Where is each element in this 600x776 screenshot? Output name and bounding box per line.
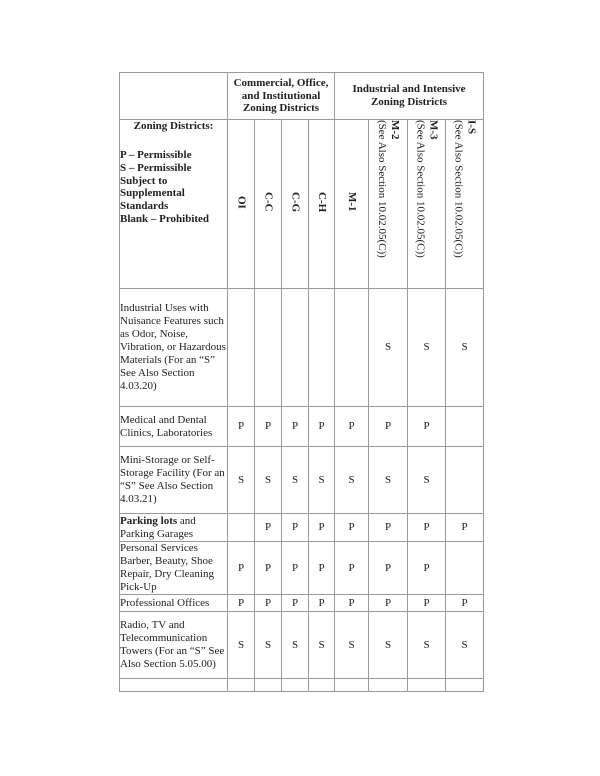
value-cell: S [408,612,446,679]
district-m3-note: (See Also Section 10.02.05(C)) [414,120,427,258]
empty-cell [228,679,255,692]
use-cell: Mini-Storage or Self-Storage Facility (For an “S” See Also Section 4.03.21) [120,447,228,514]
district-m3-code: M-3 [427,120,440,140]
district-m2-header [369,120,408,289]
district-cg-label: C-G [289,191,302,213]
value-cell: P [309,514,335,542]
district-cc-label: C-C [262,192,275,212]
empty-cell [120,679,228,692]
value-cell: P [282,595,309,612]
district-m1-label: M-1 [346,192,359,212]
value-cell: S [309,447,335,514]
value-cell: P [309,407,335,447]
district-ch-label: C-H [316,191,329,213]
value-cell: P [309,542,335,595]
district-oi-header [228,120,255,289]
district-m3-label [413,120,439,258]
value-cell: S [309,612,335,679]
value-cell: P [255,542,282,595]
use-cell: Medical and Dental Clinics, Laboratories [120,407,228,447]
value-cell: S [408,289,446,407]
value-cell: P [282,542,309,595]
table-row [120,514,484,542]
value-cell: P [408,595,446,612]
value-cell [228,514,255,542]
value-cell: S [228,447,255,514]
value-cell: P [255,407,282,447]
value-cell: S [369,289,408,407]
industrial-group-header: Industrial and Intensive Zoning Districts [335,73,484,120]
empty-cell [255,679,282,692]
empty-cell [335,679,369,692]
value-cell: S [228,612,255,679]
value-cell [446,407,484,447]
district-is-header [446,120,484,289]
district-m2-label [375,120,401,258]
district-m3-header [408,120,446,289]
table-row [120,407,484,447]
value-cell: P [369,407,408,447]
table-row [120,542,484,595]
value-cell: S [335,612,369,679]
value-cell: P [335,514,369,542]
district-m2-note: (See Also Section 10.02.05(C)) [376,120,388,258]
legend-permissible: P – Permissible [120,148,192,161]
empty-cell [282,679,309,692]
value-cell: S [408,447,446,514]
use-cell: Personal Services Barber, Beauty, Shoe Repair, Dry Cleaning Pick-Up [120,542,228,595]
value-cell: S [282,612,309,679]
value-cell: S [446,612,484,679]
use-emphasis: Parking lots [120,514,178,527]
value-cell: P [282,514,309,542]
value-cell: P [255,595,282,612]
zoning-use-table [119,72,484,692]
value-cell: P [228,595,255,612]
table-row [120,289,484,407]
value-cell [446,542,484,595]
value-cell: S [282,447,309,514]
district-is-label [451,120,477,258]
legend-prohibited: Blank – Prohibited [120,213,210,226]
value-cell: P [255,514,282,542]
value-cell: P [228,407,255,447]
legend-supplemental: S – Permissible Subject to Supplemental Standards [120,161,192,213]
legend-cell [120,120,228,289]
value-cell: P [282,407,309,447]
value-cell: P [335,542,369,595]
use-cell: Professional Offices [120,595,228,612]
empty-cell [408,679,446,692]
district-header-row [120,120,484,289]
value-cell: P [408,514,446,542]
use-cell: Radio, TV and Telecommunication Towers (For an “S” See Also Section 5.05.00) [120,612,228,679]
table-row [120,595,484,612]
value-cell: S [255,612,282,679]
district-m2-code: M-2 [389,120,402,140]
value-cell: S [369,612,408,679]
value-cell [255,289,282,407]
corner-cell [120,73,228,120]
empty-cell [369,679,408,692]
district-ch-header [309,120,335,289]
value-cell: P [369,542,408,595]
district-is-code: I-S [465,120,478,135]
use-cell [120,514,228,542]
district-cc-header [255,120,282,289]
empty-cell [446,679,484,692]
value-cell: P [228,542,255,595]
district-m1-header [335,120,369,289]
value-cell: P [446,595,484,612]
value-cell: P [335,407,369,447]
commercial-group-header: Commercial, Office, and Institutional Zoning Districts [228,73,335,120]
use-rest: and Parking Garages [120,514,196,540]
use-cell: Industrial Uses with Nuisance Features such as Odor, Noise, Vibration, or Hazardous Materials (For an “S” See Also Section 4.03.20) [120,289,228,407]
value-cell [335,289,369,407]
group-header-row [120,73,484,120]
value-cell: S [446,289,484,407]
district-is-note: (See Also Section 10.02.05(C)) [452,120,465,258]
value-cell [446,447,484,514]
value-cell [282,289,309,407]
value-cell: P [369,514,408,542]
value-cell [228,289,255,407]
value-cell [309,289,335,407]
value-cell: S [255,447,282,514]
legend-title: Zoning Districts: [133,120,214,132]
table-row [120,447,484,514]
value-cell: P [309,595,335,612]
value-cell: P [369,595,408,612]
value-cell: S [335,447,369,514]
value-cell: P [408,407,446,447]
table-row [120,612,484,679]
value-cell: S [369,447,408,514]
value-cell: P [446,514,484,542]
district-cg-header [282,120,309,289]
empty-table-row [120,679,484,692]
value-cell: P [408,542,446,595]
value-cell: P [335,595,369,612]
empty-cell [309,679,335,692]
district-oi-label: OI [235,195,248,209]
